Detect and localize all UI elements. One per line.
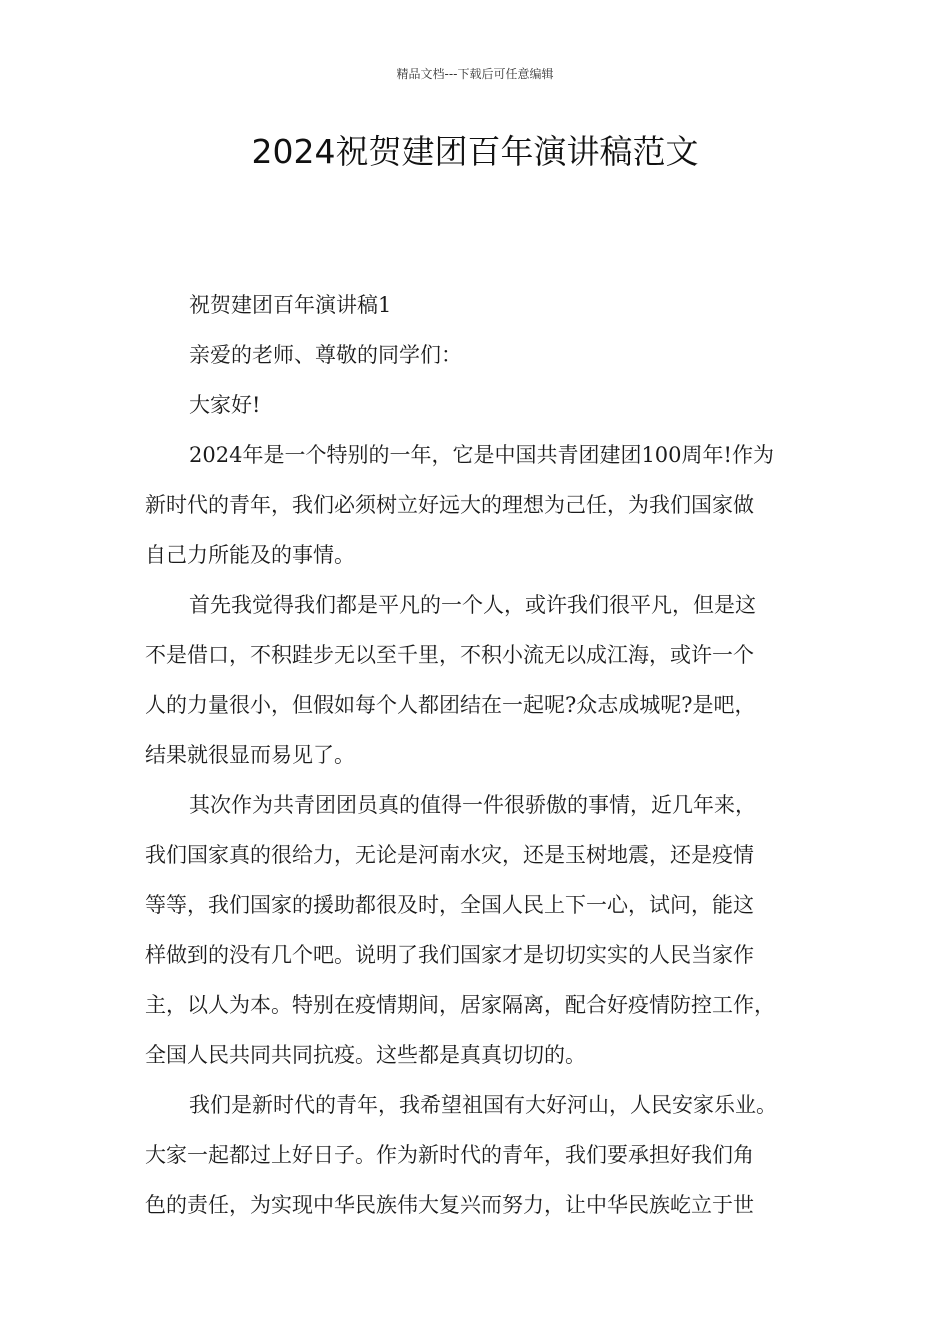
text-line: 2024年是一个特别的一年，它是中国共青团建团100周年!作为 [189,443,774,467]
text-line: 结果就很显而易见了。 [145,743,355,767]
text-line: 全国人民共同共同抗疫。这些都是真真切切的。 [145,1043,586,1067]
text-line: 自己力所能及的事情。 [145,543,355,567]
text-line: 大家一起都过上好日子。作为新时代的青年，我们要承担好我们角 [145,1143,754,1167]
text-line: 色的责任，为实现中华民族伟大复兴而努力，让中华民族屹立于世 [145,1193,754,1217]
text-line: 其次作为共青团团员真的值得一件很骄傲的事情，近几年来， [189,793,756,817]
document-title: 2024祝贺建团百年演讲稿范文 [251,132,699,171]
text-line: 亲爱的老师、尊敬的同学们： [189,343,462,367]
text-line: 祝贺建团百年演讲稿1 [189,293,392,317]
text-line: 人的力量很小，但假如每个人都团结在一起呢?众志成城呢?是吧， [145,693,756,717]
text-line: 等等，我们国家的援助都很及时，全国人民上下一心，试问，能这 [145,893,754,917]
document-body [145,280,825,1230]
text-line: 大家好! [189,393,261,417]
text-line: 我们是新时代的青年，我希望祖国有大好河山，人民安家乐业。 [189,1093,777,1117]
text-line: 新时代的青年，我们必须树立好远大的理想为己任，为我们国家做 [145,493,754,517]
header-note: 精品文档---下载后可任意编辑 [396,67,554,81]
text-line: 我们国家真的很给力，无论是河南水灾，还是玉树地震，还是疫情 [145,843,754,867]
text-line: 首先我觉得我们都是平凡的一个人，或许我们很平凡，但是这 [189,593,756,617]
text-line: 不是借口，不积跬步无以至千里，不积小流无以成江海，或许一个 [145,643,754,667]
text-line: 主，以人为本。特别在疫情期间，居家隔离，配合好疫情防控工作， [145,993,775,1017]
text-line: 样做到的没有几个吧。说明了我们国家才是切切实实的人民当家作 [145,943,754,967]
